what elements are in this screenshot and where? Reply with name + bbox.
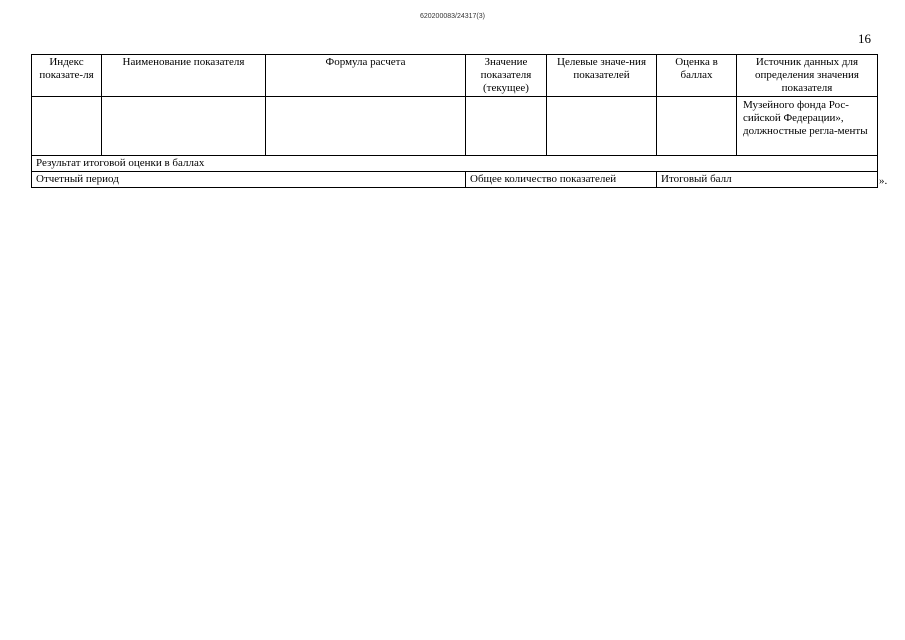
cell-target [547, 97, 657, 156]
document-id: 620200083/24317(3) [419, 13, 485, 20]
page-number: 16 [858, 31, 871, 46]
indicators-table [31, 54, 878, 188]
header-source: Источник данных для определения значения показателя [737, 55, 878, 97]
cell-name [102, 97, 266, 156]
cell-formula [266, 97, 466, 156]
header-formula: Формула расчета [266, 55, 466, 97]
total-count-label: Общее количество показателей [466, 172, 657, 188]
closing-quote: ». [879, 175, 888, 187]
cell-index [32, 97, 102, 156]
cell-source: Музейного фонда Рос-сийской Федерации», должностные регла-менты [737, 97, 878, 156]
result-label: Результат итоговой оценки в баллах [32, 156, 878, 172]
result-row [32, 156, 878, 172]
cell-score [657, 97, 737, 156]
header-index: Индекс показате-ля [32, 55, 102, 97]
header-score: Оценка в баллах [657, 55, 737, 97]
header-value: Значение показателя (текущее) [466, 55, 547, 97]
header-name: Наименование показателя [102, 55, 266, 97]
table-header-row [32, 55, 878, 97]
period-row [32, 172, 878, 188]
table-row [32, 97, 878, 156]
final-score-label: Итоговый балл [657, 172, 878, 188]
period-label: Отчетный период [32, 172, 466, 188]
header-target: Целевые значе-ния показателей [547, 55, 657, 97]
cell-value [466, 97, 547, 156]
